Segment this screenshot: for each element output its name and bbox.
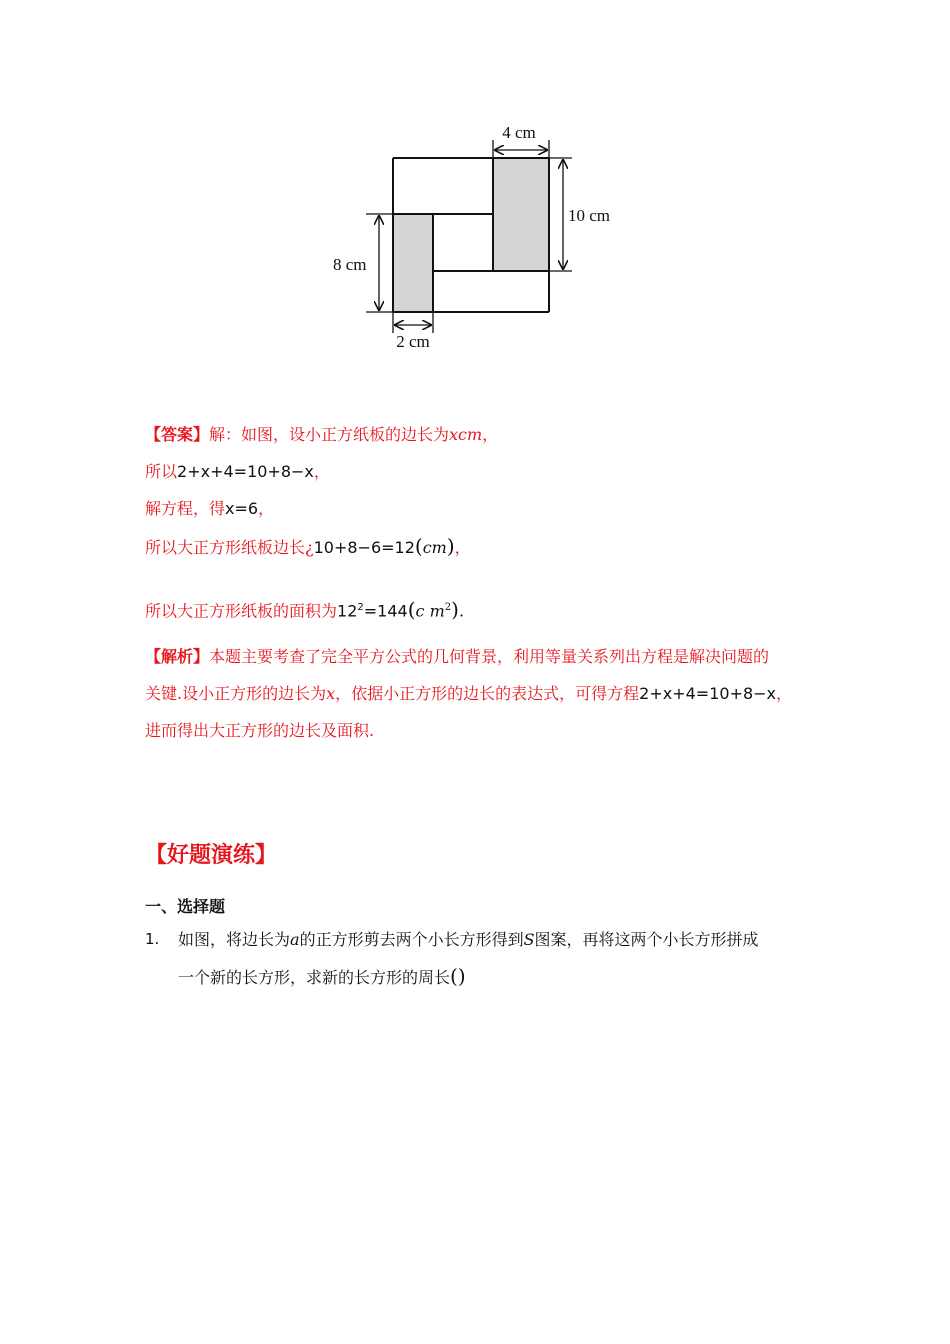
answer-line-2-end: ， xyxy=(313,462,330,481)
label-4cm: 4 cm xyxy=(502,123,536,142)
answer-line-1-end: ， xyxy=(482,425,499,444)
answer-line-4-equation: 10+8−6=12 xyxy=(313,538,415,557)
question-line-1-a: 如图，将边长为 xyxy=(178,930,291,949)
answer-line-5-prefix: 所以大正方形纸板的面积为 xyxy=(145,601,338,621)
answer-line-1-var: xcm xyxy=(449,425,483,444)
question-line-2-text: 一个新的长方形，求新的长方形的周长 xyxy=(178,968,451,987)
label-2cm: 2 cm xyxy=(396,332,430,351)
practice-title: 【好题演练】 xyxy=(145,843,278,868)
answer-line-5-unit-exp: 2 xyxy=(444,602,452,613)
analysis-line-2-var: x xyxy=(326,684,336,703)
analysis-line-2 xyxy=(145,683,792,705)
question-line-1-b: 的正方形剪去两个小长方形得到 xyxy=(299,930,524,949)
analysis-line-2-b: ，依据小正方形的边长的表达式，可得方程 xyxy=(335,684,640,703)
answer-tag: 【答案】 xyxy=(145,425,210,444)
answer-line-5-end: . xyxy=(458,601,465,621)
answer-line-3-end: ， xyxy=(258,499,275,518)
section-choice-questions: 一、选择题 xyxy=(145,897,226,916)
question-number: 1. xyxy=(145,930,160,948)
analysis-line-2-end: ， xyxy=(776,684,793,703)
answer-line-4 xyxy=(145,535,471,559)
analysis-line-1-text: 本题主要考查了完全平方公式的几何背景，利用等量关系列出方程是解决问题的 xyxy=(209,647,770,666)
label-10cm: 10 cm xyxy=(568,206,611,225)
answer-line-5-exp: 2 xyxy=(357,602,364,613)
paren-close: ) xyxy=(446,534,455,558)
paren-open-2: ( xyxy=(407,597,416,622)
answer-line-3 xyxy=(145,498,274,520)
shaded-rect-right xyxy=(493,158,549,271)
answer-line-5-eq: =144 xyxy=(363,601,408,621)
answer-line-4-prefix: 所以大正方形纸板边长¿ xyxy=(145,538,314,557)
answer-line-3-equation: x=6 xyxy=(225,499,259,518)
label-8cm: 8 cm xyxy=(333,255,367,274)
answer-line-1-text: 解：如图，设小正方纸板的边长为 xyxy=(209,425,450,444)
analysis-line-3-text: 进而得出大正方形的边长及面积. xyxy=(145,721,375,740)
paren-open: ( xyxy=(414,534,423,558)
answer-line-2-prefix: 所以 xyxy=(145,462,178,481)
answer-line-2 xyxy=(145,461,330,483)
answer-line-2-equation: 2+x+4=10+8−x xyxy=(177,462,314,481)
paren-close-2: ) xyxy=(451,597,459,622)
answer-line-4-end: ， xyxy=(454,538,471,557)
analysis-line-2-equation: 2+x+4=10+8−x xyxy=(639,684,777,703)
analysis-line-2-a: 关键.设小正方形的边长为 xyxy=(145,684,327,703)
answer-line-4-unit: cm xyxy=(422,538,447,557)
question-line-1-c: 图案，再将这两个小长方形拼成 xyxy=(534,930,759,949)
analysis-tag: 【解析】 xyxy=(145,647,210,666)
question-var-s: S xyxy=(523,930,535,949)
answer-line-5 xyxy=(145,597,464,622)
question-line-2 xyxy=(178,965,466,989)
geometry-figure xyxy=(0,0,950,360)
answer-line-5-unit-m: m xyxy=(429,601,445,621)
analysis-line-1 xyxy=(145,646,769,668)
question-paren: () xyxy=(450,964,466,988)
analysis-line-3 xyxy=(145,720,374,742)
shaded-rect-left xyxy=(393,214,433,312)
question-line-1 xyxy=(178,929,759,951)
answer-line-5-unit-c: c xyxy=(415,601,425,621)
answer-line-3-prefix: 解方程，得 xyxy=(145,499,226,518)
answer-line-5-base: 12 xyxy=(337,601,358,621)
question-var-a: a xyxy=(290,930,300,949)
answer-line-1 xyxy=(145,424,498,446)
